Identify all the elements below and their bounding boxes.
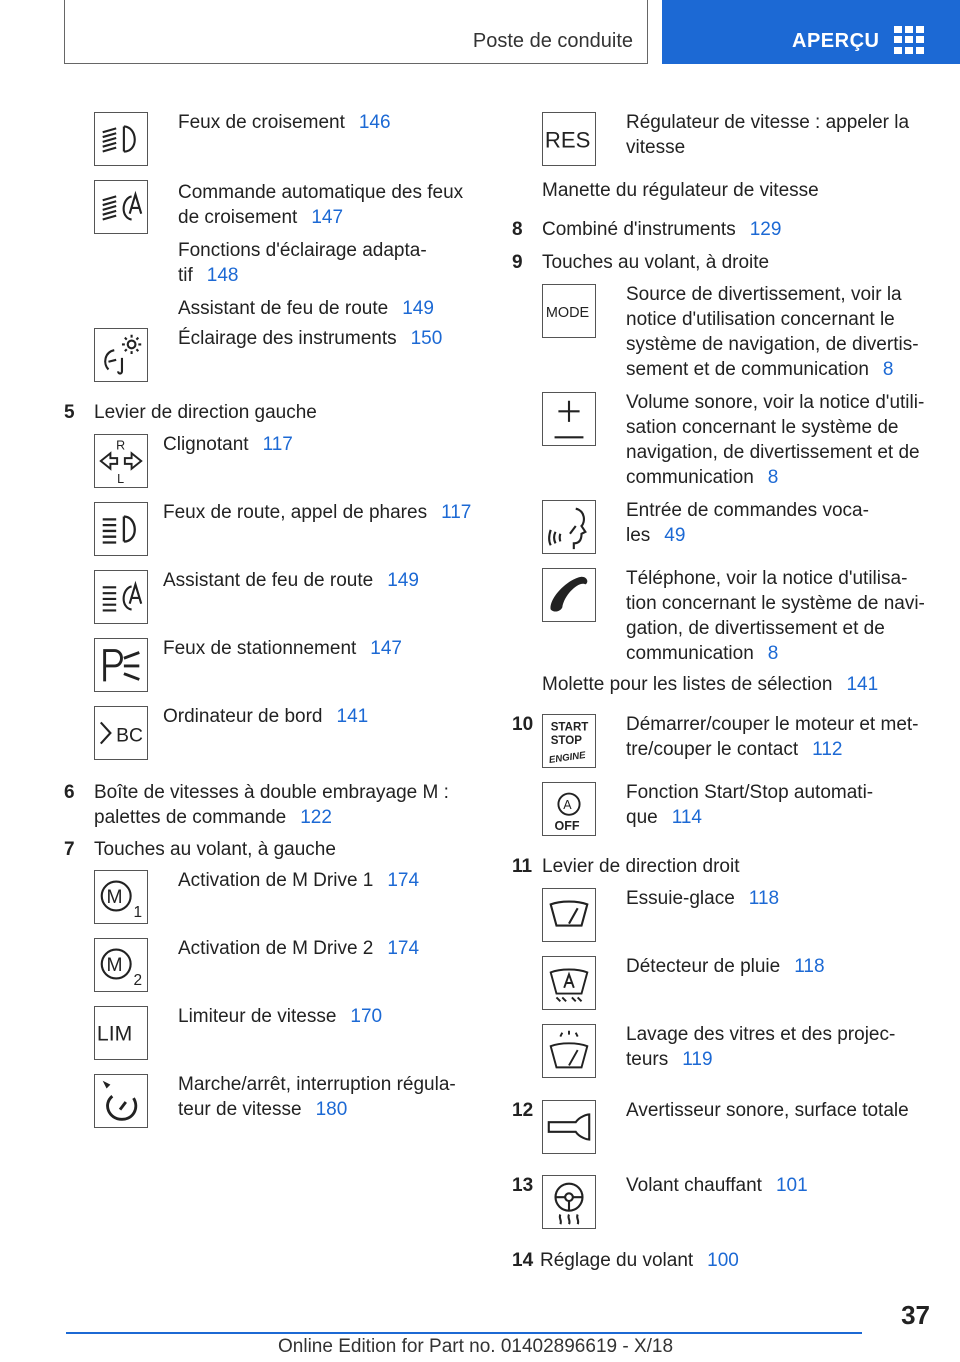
row-text: Source de divertissement, voir la notice d'utilisation concernant le système de navigation, de divertis-sement et de communication (626, 284, 919, 380)
row-text: Éclairage des instruments (178, 328, 397, 349)
row-text: Assistant de feu de route (178, 298, 389, 319)
row-auto-start-stop (626, 780, 896, 830)
m-drive-2-icon (94, 938, 148, 992)
wiper-icon (542, 888, 596, 942)
icon-letter-r: R (116, 438, 126, 453)
section-heading: Touches au volant, à droite (542, 252, 770, 273)
res-icon (542, 112, 596, 166)
row-text: Activation de M Drive 1 (178, 870, 374, 891)
row-voice-command (626, 498, 886, 548)
icon-letter-l: L (117, 472, 125, 487)
page-link[interactable]: 8 (882, 359, 894, 380)
row-cruise-control (178, 1072, 468, 1122)
left-column (0, 110, 480, 1290)
row-instrument-lighting (178, 326, 478, 351)
page-link[interactable]: 112 (812, 739, 843, 760)
page-link[interactable]: 147 (311, 207, 344, 228)
auto-start-stop-off-icon (542, 782, 596, 836)
page-link[interactable]: 146 (358, 112, 391, 133)
edition-text: Online Edition for Part no. 01402896619 - X/18 (278, 1336, 674, 1357)
page-link[interactable]: 174 (387, 870, 420, 891)
icon-subscript: 1 (133, 904, 143, 922)
row-text: Entrée de commandes voca-les (626, 500, 869, 546)
row-text: Feux de route, appel de phares (163, 502, 428, 523)
page-number: 37 (901, 1300, 930, 1330)
page-link[interactable]: 8 (767, 467, 779, 488)
onboard-computer-icon (94, 706, 148, 760)
row-text: Volume sonore, voir la notice d'utili-sation concernant le système de navigation, de divertissement et de communication (626, 392, 925, 488)
row-thumbwheel (542, 672, 878, 697)
row-parking-light (163, 636, 463, 661)
row-wiper (626, 886, 926, 911)
row-turn-signal (163, 432, 463, 457)
page-link[interactable]: 118 (794, 956, 825, 977)
phone-icon (542, 568, 596, 622)
row-text: Limiteur de vitesse (178, 1006, 337, 1027)
icon-label: RES (544, 127, 591, 153)
high-beam-icon (94, 502, 148, 556)
item-number: 13 (512, 1175, 534, 1196)
volume-icon (542, 392, 596, 446)
voice-command-icon (542, 500, 596, 554)
section-title: Poste de conduite (472, 30, 633, 52)
row-text: Feux de croisement (178, 112, 345, 133)
row-instrument-cluster (542, 217, 781, 242)
row-horn (626, 1098, 936, 1123)
item-number: 5 (64, 402, 75, 423)
page-link[interactable]: 118 (748, 888, 780, 909)
row-text: Essuie-glace (626, 888, 735, 909)
row-text: Avertisseur sonore, surface totale (626, 1100, 909, 1121)
item-number: 11 (512, 856, 533, 877)
row-text: Téléphone, voir la notice d'utilisa-tion concernant le système de navi-gation, de divertissement et de communication (626, 568, 925, 664)
item-number: 12 (512, 1100, 534, 1121)
page-link[interactable]: 117 (441, 502, 472, 523)
page-link[interactable]: 129 (749, 219, 782, 240)
row-cruise-lever: Manette du régulateur de vitesse (542, 180, 819, 201)
row-text: Lavage des vitres et des projec-teurs (626, 1024, 896, 1070)
icon-label: LIM (96, 1022, 133, 1046)
auto-headlight-icon (94, 180, 148, 234)
row-heated-steering (626, 1173, 926, 1198)
row-gearbox (94, 780, 464, 830)
item-number: 7 (64, 839, 75, 860)
row-text: Boîte de vitesses à double embrayage M : palettes de commande (94, 782, 449, 828)
page-link[interactable]: 49 (664, 525, 686, 546)
m-drive-1-icon (94, 870, 148, 924)
row-entertainment-source (626, 282, 926, 382)
icon-label: BC (116, 725, 143, 747)
page-link[interactable]: 148 (206, 265, 239, 286)
page-link[interactable]: 147 (370, 638, 402, 659)
row-text: Ordinateur de bord (163, 706, 323, 727)
row-res (626, 110, 916, 160)
section-heading: Levier de direction gauche (94, 402, 317, 423)
page-link[interactable]: 149 (387, 570, 419, 591)
row-speed-limiter (178, 1004, 478, 1029)
parking-light-icon (94, 638, 148, 692)
row-text: Régulateur de vitesse : appeler la vitesse (626, 112, 910, 158)
row-text: Commande automatique des feux de croisement (178, 182, 464, 228)
header-section-box (64, 0, 648, 64)
page-link[interactable]: 101 (775, 1175, 808, 1196)
icon-subscript: 2 (133, 972, 143, 990)
row-text: Assistant de feu de route (163, 570, 374, 591)
page-link[interactable]: 114 (671, 807, 702, 828)
right-column (480, 110, 960, 1290)
page-link[interactable]: 8 (767, 643, 779, 664)
item-number: 14 (512, 1250, 534, 1271)
horn-icon (542, 1100, 596, 1154)
rain-sensor-icon (542, 956, 596, 1010)
page-link[interactable]: 150 (410, 328, 443, 349)
icon-label-stop: STOP (550, 734, 582, 747)
icon-label: MODE (545, 304, 590, 321)
row-text: Réglage du volant (540, 1250, 694, 1271)
overview-label: APERÇU (792, 30, 880, 52)
row-text: Détecteur de pluie (626, 956, 781, 977)
cruise-control-icon (94, 1074, 148, 1128)
icon-label: M (106, 954, 123, 976)
page-link[interactable]: 180 (315, 1099, 348, 1120)
page-link[interactable]: 122 (300, 807, 332, 828)
row-high-beam (163, 500, 483, 525)
instrument-lighting-icon (94, 328, 148, 382)
row-text: Marche/arrêt, interruption régula-teur de vitesse (178, 1074, 456, 1120)
icon-label-engine: ENGINE (548, 749, 587, 767)
icon-label-start: START (550, 721, 589, 734)
page-link[interactable]: 141 (336, 706, 369, 727)
page-link[interactable]: 170 (350, 1006, 383, 1027)
overview-tab[interactable] (662, 0, 960, 64)
low-beam-icon (94, 112, 148, 166)
row-text: Molette pour les listes de sélection (542, 674, 833, 695)
row-text: Démarrer/couper le moteur et met-tre/couper le contact (626, 714, 919, 760)
section-heading: Levier de direction droit (542, 856, 740, 877)
high-beam-assist-icon (94, 570, 148, 624)
page-link[interactable]: 174 (387, 938, 420, 959)
heated-steering-icon (542, 1175, 596, 1229)
row-m-drive-2 (178, 936, 478, 961)
icon-label-off: OFF (554, 819, 580, 834)
washer-icon (542, 1024, 596, 1078)
start-stop-icon (542, 714, 596, 768)
row-start-stop (626, 712, 926, 762)
row-text: Clignotant (163, 434, 249, 455)
row-m-drive-1 (178, 868, 478, 893)
row-steering-adjust (540, 1248, 739, 1273)
mode-icon (542, 284, 596, 338)
section-heading: Touches au volant, à gauche (94, 839, 336, 860)
speed-limiter-icon (94, 1006, 148, 1060)
item-number: 6 (64, 782, 75, 803)
footer-divider (66, 1332, 862, 1334)
row-rain-sensor (626, 954, 926, 979)
turn-signal-icon (94, 434, 148, 488)
row-auto-headlight (178, 180, 468, 321)
item-number: 8 (512, 219, 523, 240)
row-text: Activation de M Drive 2 (178, 938, 374, 959)
row-text: Fonctions d'éclairage adapta-tif (178, 240, 427, 286)
page-link[interactable]: 149 (402, 298, 434, 319)
row-text: Feux de stationnement (163, 638, 357, 659)
item-number: 9 (512, 252, 523, 273)
row-high-beam-assist (163, 568, 463, 593)
page-link[interactable]: 119 (682, 1049, 713, 1070)
page-link[interactable]: 141 (846, 674, 879, 695)
row-onboard-computer (163, 704, 463, 729)
row-text: Combiné d'instruments (542, 219, 736, 240)
row-low-beam (178, 110, 478, 135)
row-text: Volant chauffant (626, 1175, 762, 1196)
row-text: Fonction Start/Stop automati-que (626, 782, 874, 828)
grid-menu-icon (894, 26, 924, 54)
row-volume (626, 390, 926, 490)
row-phone (626, 566, 926, 666)
icon-label: A (563, 798, 572, 812)
page-link[interactable]: 100 (707, 1250, 739, 1271)
item-number: 10 (512, 714, 534, 735)
row-washer (626, 1022, 916, 1072)
icon-label: M (106, 886, 123, 908)
page-link[interactable]: 117 (262, 434, 293, 455)
